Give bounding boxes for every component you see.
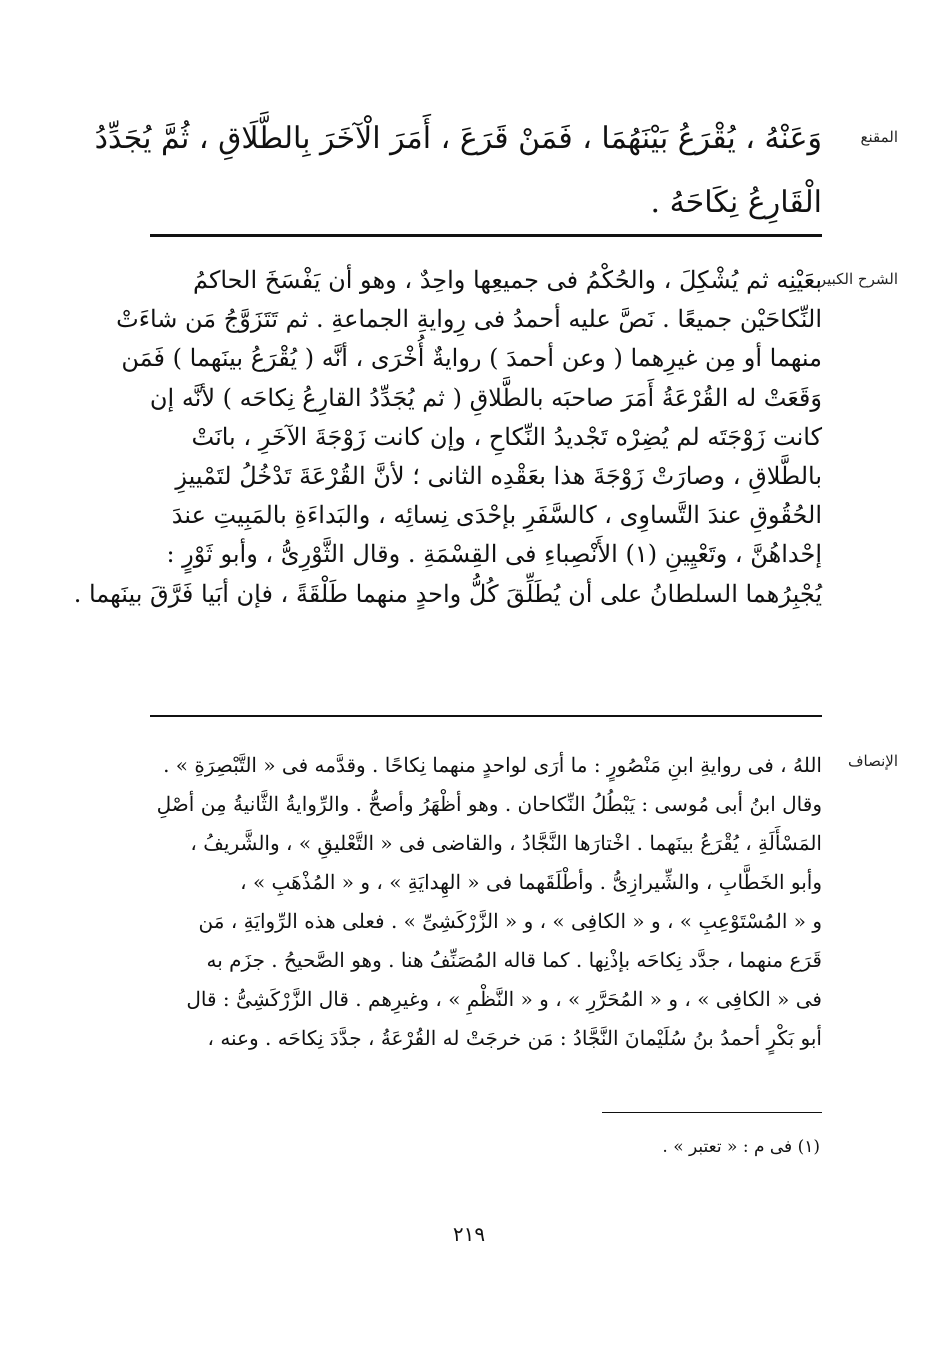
section-label-muqni: المقنع bbox=[860, 128, 898, 146]
insaf-text bbox=[150, 746, 822, 1058]
section-divider bbox=[150, 234, 822, 237]
text-line: إحْداهُنَّ ، وتَعْيِينِ (١) الأَنْصِباءِ فى القِسْمَةِ . وقال الثَّوْرِىُّ ، وأبو ثَوْرٍ : bbox=[166, 540, 822, 569]
text-line: الْقَارِعُ نِكَاحَهُ . bbox=[650, 185, 822, 220]
text-line: اللهُ ، فى روايةِ ابنِ مَنْصُورٍ : ما أرَى لواحدٍ منهما نِكاحًا . وقدَّمه فى « التَّبْصِرَةِ » . bbox=[163, 753, 822, 777]
text-line: وَعَنْهُ ، يُقْرَعُ بَيْنَهُمَا ، فَمَنْ قَرَعَ ، أَمَرَ الْآخَرَ بِالطَّلَاقِ ، ثُمَّ يُجَدِّدُ bbox=[94, 121, 822, 156]
text-line: وقال ابنُ أبى مُوسى : يَبْطُلُ النِّكاحان . وهو أظْهَرُ وأصحُّ . والرِّوايةُ الثَّانيةُ مِن أصْلِ bbox=[156, 792, 822, 816]
text-line: المَسْأَلَةِ ، يُقْرَعُ بينَهما . اخْتارَها النَّجَّادُ ، والقاضى فى « التَّعْليقِ » ، والشَّريفُ ، bbox=[190, 831, 822, 855]
page-number: ٢١٩ bbox=[452, 1222, 486, 1246]
text-line: يُجْبِرُهما السلطانُ على أن يُطَلِّقَ كُلُّ واحدٍ منهما طَلْقَةً ، فإن أبَيا فَرَّقَ بينَهما . bbox=[73, 579, 822, 608]
sharh-text bbox=[73, 261, 822, 614]
text-line: النِّكاحَيْن جميعًا . نَصَّ عليه أحمدُ فى رِوايةِ الجماعةِ . ثم تَتَزَوَّجُ مَن شاءَتْ bbox=[116, 305, 822, 334]
section-label-insaf: الإنصاف bbox=[847, 752, 898, 770]
text-line: قَرَع منهما ، جدَّد نِكاحَه بإذْنِها . كما قاله المُصَنِّفُ هنا . وهو الصَّحيحُ . جزَم به bbox=[206, 948, 822, 972]
text-line: و « المُسْتَوْعِبِ » ، و « الكافِى » ، و « الزَّرْكَشِىِّ » . فعلى هذه الرِّوايَةِ ، مَن bbox=[198, 909, 822, 933]
text-line: بالطَّلاقِ ، وصارَتْ زَوْجَةَ هذا بعَقْدِه الثانى ؛ لأنَّ القُرْعَةَ تَدْخُلُ لتَمْييزِ bbox=[175, 462, 822, 491]
text-line: وَقَعَتْ له القُرْعَةُ أَمَرَ صاحبَه بالطَّلاقِ ( ثم يُجَدِّدُ القارِعُ نِكاحَه ) لأنَّه إن bbox=[149, 383, 822, 412]
text-line: أبو بَكْرٍ أحمدُ بنُ سُلَيْمانَ النَّجَّادُ : مَن خرجَتْ له القُرْعَةُ ، جدَّدَ نِكاحَه . وعنه ، bbox=[207, 1026, 822, 1050]
text-line: بعَيْنِه ثم يُشْكِلَ ، والحُكْمُ فى جميعِها واحِدٌ ، وهو أن يَفْسَخَ الحاكمُ bbox=[192, 266, 822, 294]
text-line: فى « الكافِى » ، و « المُحَرَّرِ » ، و « النَّظْمِ » ، وغيرِهم . قال الزَّرْكَشِىُّ : قال bbox=[186, 987, 822, 1011]
text-line: الحُقُوقِ عندَ التَّساوِى ، كالسَّفَرِ بإحْدَى نِسائِه ، والبَداءَةِ بالمَبِيتِ عندَ bbox=[171, 501, 822, 530]
section-label-sharh: الشرح الكبير bbox=[818, 270, 898, 288]
text-line: وأبو الخَطَّابِ ، والشِّيرازِىُّ . وأطْلَقَهما فى « الهِدايَةِ » ، و « المُذْهَبِ » ، bbox=[240, 870, 822, 894]
text-line: منهما أو مِن غيرِهما ( وعن أحمدَ ) روايةٌ أُخْرَى ، أنَّه ( يُقْرَعُ بينَهما ) فَمَن bbox=[121, 344, 822, 373]
text-line: كانت زَوْجَتَه لم يُضِرْه تَجْديدُ النِّكاحِ ، وإن كانت زَوْجَةَ الآخَرِ ، بانَتْ bbox=[191, 422, 822, 451]
muqni-text bbox=[94, 107, 822, 235]
footnote: (١) فى م : « تعتبر » . bbox=[662, 1137, 820, 1157]
footnote-divider bbox=[602, 1112, 822, 1113]
section-divider bbox=[150, 715, 822, 717]
